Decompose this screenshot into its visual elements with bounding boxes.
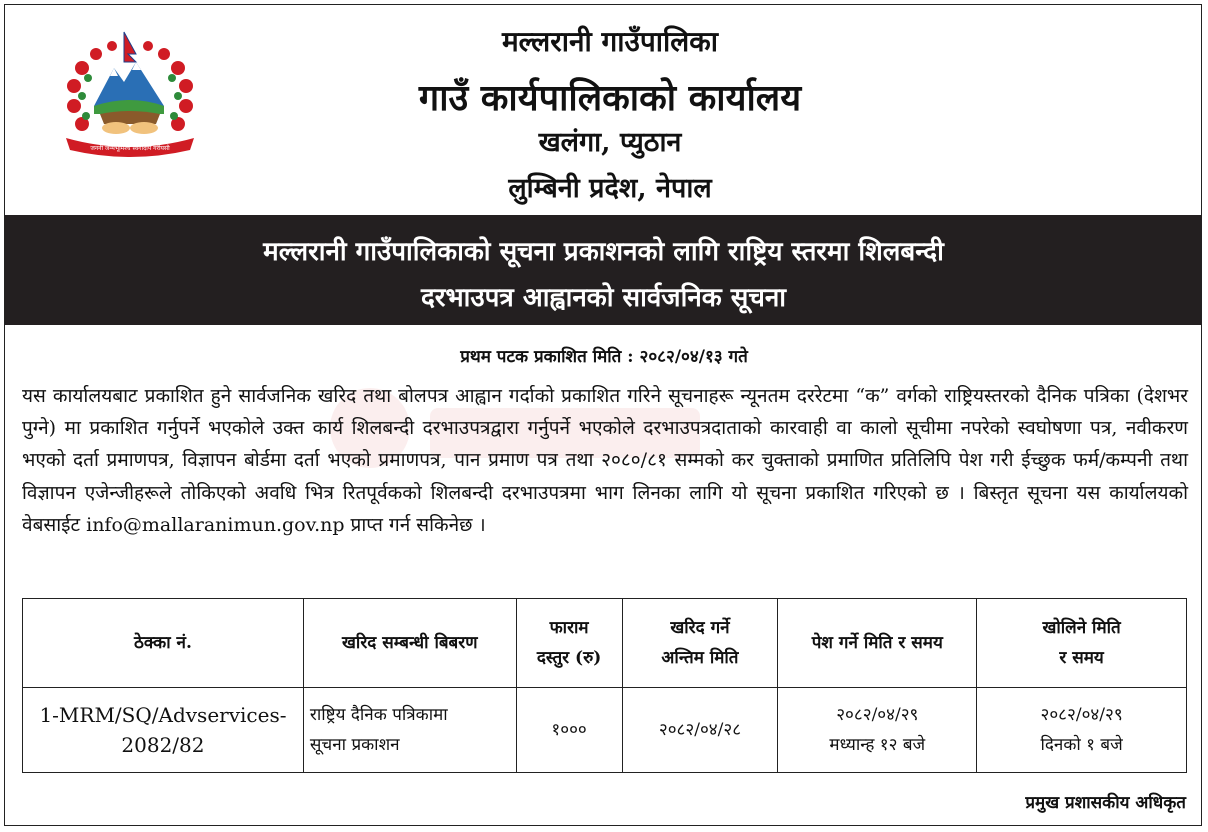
header-form-fee: फाराम दस्तुर (रु) [516,599,622,688]
cell-description: राष्ट्रिय दैनिक पत्रिकामा सूचना प्रकाशन [303,688,516,773]
nepal-emblem-icon [52,28,208,158]
table-row [23,688,1187,773]
office-name: गाउँ कार्यपालिकाको कार्यालय [418,77,802,119]
header-opening-date-time: खोलिने मिति र समय [977,599,1187,688]
signatory-title: प्रमुख प्रशासकीय अधिकृत [1025,793,1186,813]
cell-opening-date-time: २०८२/०४/२९ दिनको १ बजे [977,688,1187,773]
svg-text:जननी जन्मभूमिश्च स्वर्गादपि गर: जननी जन्मभूमिश्च स्वर्गादपि गरीयसी [90,145,170,152]
publish-date: प्रथम पटक प्रकाशित मिति : २०८२/०४/१३ गते [460,347,748,367]
cell-submission-date-time: २०८२/०४/२९ मध्यान्ह १२ बजे [778,688,977,773]
tender-table [22,598,1187,773]
office-location: खलंगा, प्युठान [538,127,682,158]
header-submission-date-time: पेश गर्ने मिति र समय [778,599,977,688]
header-description: खरिद सम्बन्धी बिबरण [303,599,516,688]
municipality-name: मल्लरानी गाउँपालिका [501,25,719,58]
table-header-row [23,599,1187,688]
notice-title-banner [5,215,1202,325]
banner-line-1: मल्लरानी गाउँपालिकाको सूचना प्रकाशनको लागि राष्ट्रिय स्तरमा शिलबन्दी [263,237,944,267]
header-contract-no: ठेक्का नं. [23,599,304,688]
notice-body: यस कार्यालयबाट प्रकाशित हुने सार्वजनिक खरिद तथा बोलपत्र आह्वान गर्दाको प्रकाशित गरिने सूचनाहरू न्यूनतम दररेटमा “क” वर्गको राष्ट्रियस्तरको दैनिक पत्रिका (देशभर पुग्ने) मा प्रकाशित गर्नुपर्ने भएकोले उक्त कार्य शिलबन्दी दरभाउपत्रद्वारा गर्नुपर्ने भएकोले दरभाउपत्रदाताको कारवाही वा कालो सूचीमा नपरेको स्वघोषणा पत्र, नवीकरण भएको दर्ता प्रमाणपत्र, विज्ञापन बोर्डमा दर्ता भएको प्रमाणपत्र, पान प्रमाण पत्र तथा २०८०/८१ सम्मको कर चुक्ताको प्रमाणित प्रतिलिपि पेश गरी ईच्छुक फर्म/कम्पनी तथा विज्ञापन एजेन्जीहरूले तोकिएको अवधि भित्र रितपूर्वकको शिलबन्दी दरभाउपत्रमा भाग लिनका लागि यो सूचना प्रकाशित गरिएको छ । बिस्तृत सूचना यस कार्यालयको वेबसाईट info@mallaranimun.gov.np प्राप्त गर्न सकिनेछ । [22,385,1188,536]
cell-contract-no: 1-MRM/SQ/Advservices- 2082/82 [23,688,304,773]
banner-line-2: दरभाउपत्र आह्वानको सार्वजनिक सूचना [420,283,787,313]
cell-form-fee: १००० [516,688,622,773]
province-country: लुम्बिनी प्रदेश, नेपाल [508,173,712,204]
header-last-purchase-date: खरिद गर्ने अन्तिम मिति [622,599,778,688]
cell-last-purchase-date: २०८२/०४/२८ [622,688,778,773]
